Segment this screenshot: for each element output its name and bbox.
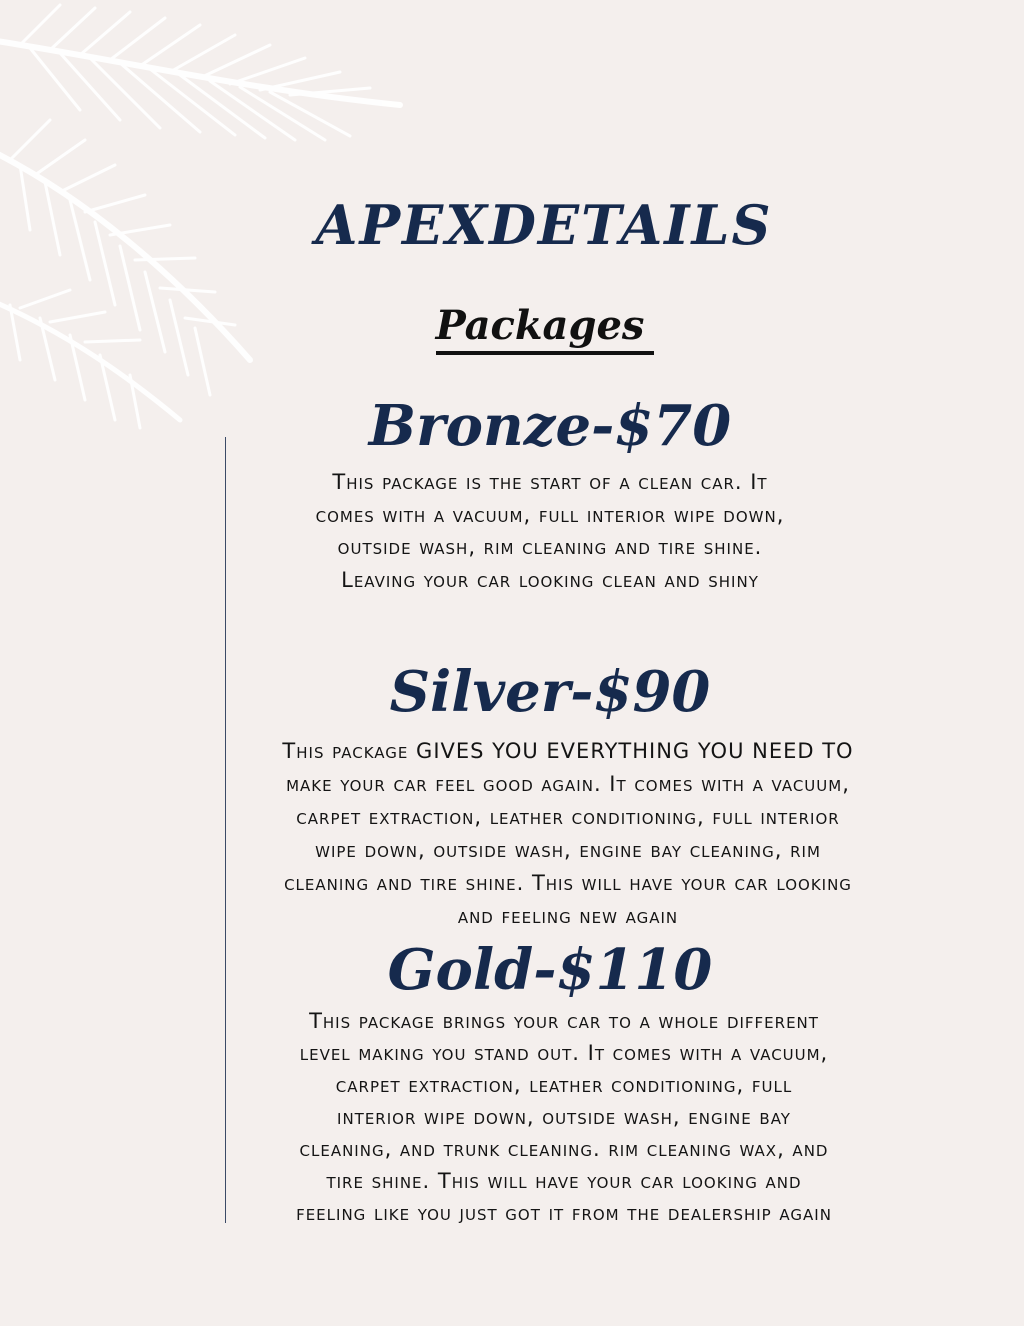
packages-heading xyxy=(0,296,1024,356)
bronze-package-description: This package is the start of a clean car. It comes with a vacuum, full interior wipe down, outside wash, rim cleaning and tire shine. Leaving your car looking clean and shiny xyxy=(315,470,785,592)
brand-title: APEXDETAILS xyxy=(315,193,773,257)
vertical-divider xyxy=(225,437,226,1223)
gold-package-description: This package brings your car to a whole different level making you stand out. It comes with a vacuum, carpet extraction, leather conditioning, full interior wipe down, outside wash, engine bay cleaning, and trunk cleaning. rim cleaning wax, and tire shine. This will have your car looking and feeling like you just got it from the dealership again xyxy=(296,1009,832,1225)
silver-package-description: This package GIVES YOU EVERYTHING YOU NEED TO make your car feel good again. It comes with a vacuum, carpet extraction, leather conditioning, full interior wipe down, outside wash, engine bay cleaning, rim cleaning and tire shine. This will have your car looking and feeling new again xyxy=(282,739,854,928)
packages-heading-text: Packages xyxy=(436,301,655,355)
gold-package-title: Gold-$110 xyxy=(387,937,713,1003)
bronze-package-title: Bronze-$70 xyxy=(368,393,732,459)
silver-package-title: Silver-$90 xyxy=(389,659,711,725)
